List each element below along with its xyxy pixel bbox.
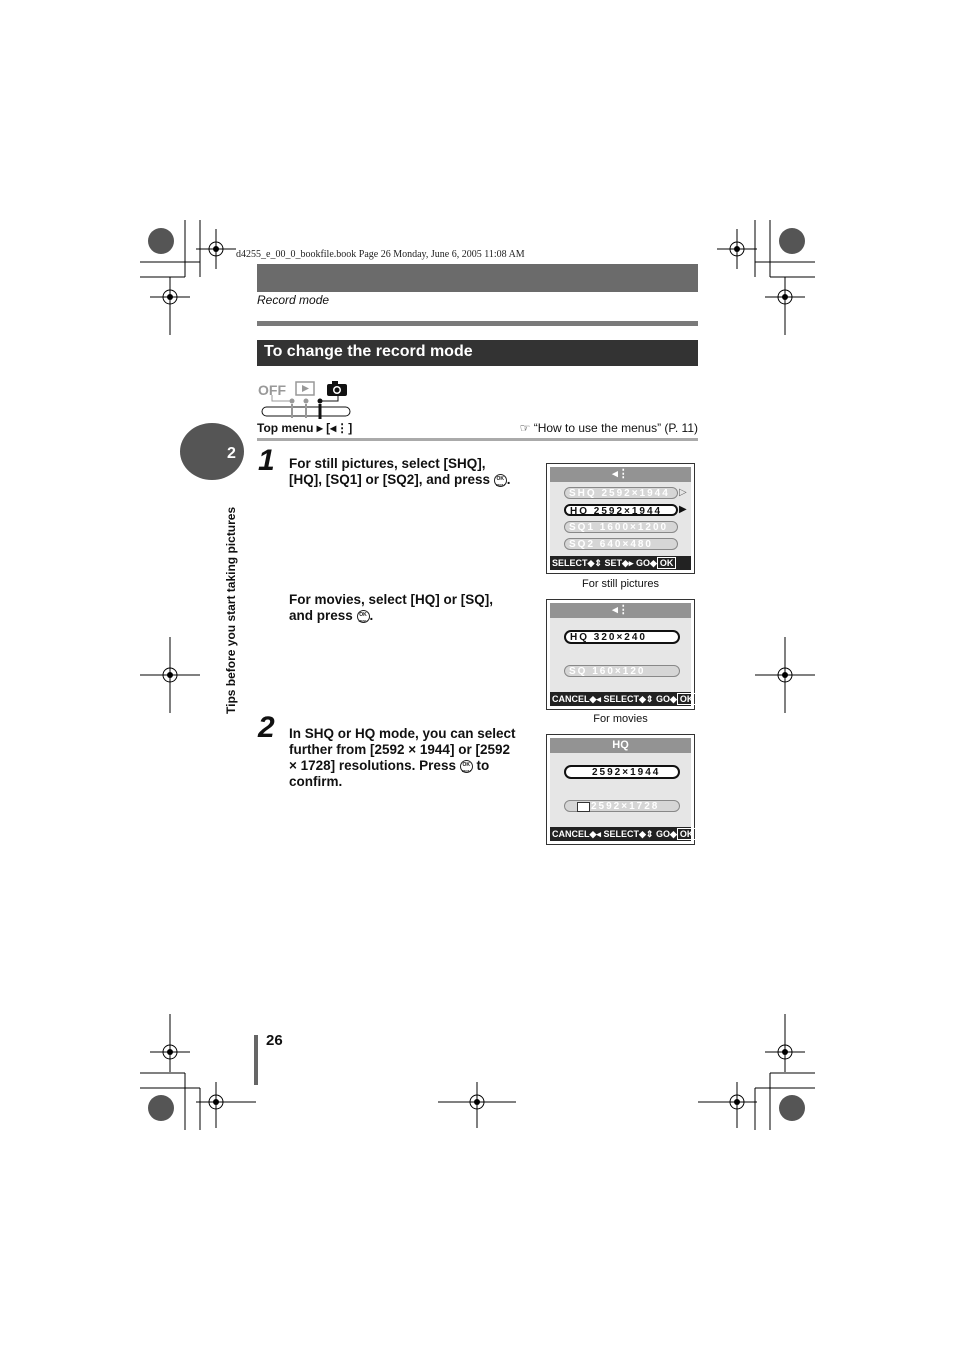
- option-hq: HQ 2592×1944: [564, 504, 678, 516]
- option-sq2: SQ2 640×480: [564, 538, 678, 550]
- reference-hand-icon: ☞: [519, 421, 531, 435]
- step-1-still-body: For still pictures, select [SHQ], [HQ], [SQ1] or [SQ2], and press: [289, 456, 491, 487]
- ok-button-icon: OK MENU: [494, 474, 507, 487]
- right-triangle-icon: ▸: [316, 421, 323, 435]
- top-menu-label: Top menu: [257, 421, 314, 435]
- menu-reference: [520, 421, 698, 435]
- bracket-close: ]: [348, 421, 353, 435]
- record-mode-icon: ◂⋮: [330, 421, 349, 435]
- option-sq: SQ 160×120: [564, 665, 680, 677]
- option-2592x1944: 2592×1944: [564, 765, 680, 779]
- step-1-movie-body: For movies, select [HQ] or [SQ], and press: [289, 592, 494, 623]
- lcd-footer: CANCEL◆◂ SELECT◆⇕ GO◆ OK: [550, 692, 691, 706]
- page-number: 26: [266, 1032, 283, 1049]
- lcd-hq-resolution: [546, 734, 695, 845]
- page-number-bar: [254, 1035, 258, 1085]
- section-bar: [257, 264, 698, 292]
- divider: [257, 321, 698, 326]
- divider-thin: [257, 438, 698, 441]
- mode-dial-icon: [258, 381, 358, 419]
- caption-still: For still pictures: [581, 578, 660, 590]
- step-2-body: In SHQ or HQ mode, you can select further from [2592 × 1944] or [2592 × 1728] resolutions. Press: [289, 726, 516, 773]
- option-2592x1728: 2592×1728: [564, 800, 680, 812]
- ok-button-icon: OK MENU: [357, 610, 370, 623]
- record-mode-icon: ◂⋮: [550, 467, 691, 482]
- menu-reference-text: “How to use the menus” (P. 11): [533, 421, 698, 435]
- step-2-text: [289, 726, 519, 790]
- step-1-movie-end: .: [369, 608, 374, 623]
- file-header: d4255_e_00_0_bookfile.book Page 26 Monday, June 6, 2005 11:08 AM: [236, 249, 525, 260]
- lcd-movies: [546, 599, 695, 710]
- step-1-still-text: [289, 456, 514, 488]
- record-mode-icon: ◂⋮: [550, 603, 691, 618]
- aspect-3-2-icon: [577, 802, 590, 812]
- option-shq: SHQ 2592×1944: [564, 487, 678, 499]
- lcd-footer: SELECT◆⇕ SET◆▸ GO◆ OK: [550, 556, 691, 570]
- chapter-number: 2: [227, 445, 236, 462]
- off-label: OFF: [258, 382, 286, 398]
- side-chapter-title: Tips before you start taking pictures: [224, 506, 238, 714]
- mode-dial: [258, 381, 358, 419]
- step-number: 2: [258, 711, 275, 744]
- step-number: 1: [258, 444, 275, 477]
- lcd-footer: CANCEL◆◂ SELECT◆⇕ GO◆ OK: [550, 827, 691, 841]
- step-1-movie-text: [289, 592, 514, 624]
- bracket-open: [: [326, 421, 331, 435]
- step-2-end: to confirm.: [289, 758, 490, 789]
- lcd-hq-header: HQ: [550, 738, 691, 753]
- arrow-right-icon: ▶: [679, 504, 687, 515]
- ok-button-icon: OK MENU: [460, 760, 473, 773]
- lcd-still-pictures: [546, 463, 695, 574]
- arrow-right-outline-icon: ▷: [679, 487, 687, 498]
- section-label: Record mode: [257, 293, 330, 307]
- step-1-still-end: .: [506, 472, 511, 487]
- option-hq: HQ 320×240: [564, 630, 680, 644]
- top-menu-path: [257, 421, 352, 435]
- option-sq1: SQ1 1600×1200: [564, 521, 678, 533]
- page-title: To change the record mode: [257, 340, 698, 366]
- caption-movies: For movies: [593, 713, 648, 725]
